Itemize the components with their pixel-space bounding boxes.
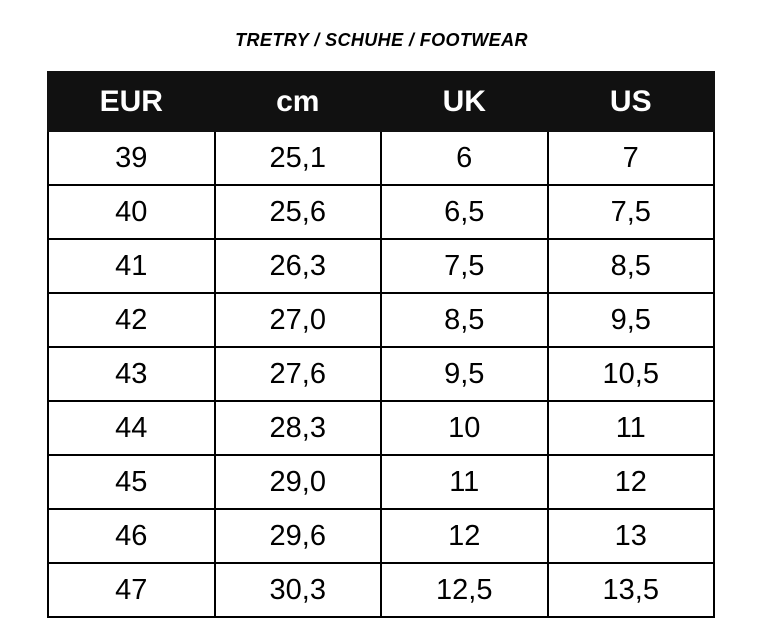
- cell-us: 10,5: [548, 347, 715, 401]
- cell-cm: 28,3: [215, 401, 382, 455]
- cell-us: 9,5: [548, 293, 715, 347]
- cell-uk: 12: [381, 509, 548, 563]
- cell-cm: 25,1: [215, 131, 382, 185]
- cell-cm: 25,6: [215, 185, 382, 239]
- shoe-size-table: [47, 71, 715, 618]
- cell-eur: 46: [48, 509, 215, 563]
- cell-uk: 10: [381, 401, 548, 455]
- cell-eur: 47: [48, 563, 215, 617]
- cell-us: 8,5: [548, 239, 715, 293]
- column-header-eur: EUR: [48, 72, 215, 131]
- cell-uk: 9,5: [381, 347, 548, 401]
- cell-eur: 44: [48, 401, 215, 455]
- table-row: [48, 509, 714, 563]
- table-row: [48, 563, 714, 617]
- cell-us: 13: [548, 509, 715, 563]
- cell-eur: 41: [48, 239, 215, 293]
- table-row: [48, 239, 714, 293]
- table-row: [48, 401, 714, 455]
- page-title: TRETRY / SCHUHE / FOOTWEAR: [235, 30, 528, 50]
- cell-cm: 29,0: [215, 455, 382, 509]
- cell-us: 7: [548, 131, 715, 185]
- table-row: [48, 347, 714, 401]
- cell-uk: 8,5: [381, 293, 548, 347]
- column-header-cm: cm: [215, 72, 382, 131]
- cell-eur: 43: [48, 347, 215, 401]
- cell-uk: 7,5: [381, 239, 548, 293]
- cell-cm: 30,3: [215, 563, 382, 617]
- cell-uk: 6: [381, 131, 548, 185]
- column-header-uk: UK: [381, 72, 548, 131]
- table-row: [48, 185, 714, 239]
- cell-eur: 39: [48, 131, 215, 185]
- size-table-container: [47, 71, 715, 618]
- cell-cm: 27,0: [215, 293, 382, 347]
- cell-eur: 40: [48, 185, 215, 239]
- table-body: [48, 131, 714, 617]
- cell-us: 13,5: [548, 563, 715, 617]
- table-header: [48, 72, 714, 131]
- cell-uk: 6,5: [381, 185, 548, 239]
- cell-cm: 29,6: [215, 509, 382, 563]
- cell-cm: 27,6: [215, 347, 382, 401]
- table-header-row: [48, 72, 714, 131]
- cell-uk: 11: [381, 455, 548, 509]
- table-row: [48, 455, 714, 509]
- cell-eur: 42: [48, 293, 215, 347]
- table-row: [48, 131, 714, 185]
- table-row: [48, 293, 714, 347]
- column-header-us: US: [548, 72, 715, 131]
- cell-uk: 12,5: [381, 563, 548, 617]
- cell-us: 11: [548, 401, 715, 455]
- cell-eur: 45: [48, 455, 215, 509]
- cell-us: 12: [548, 455, 715, 509]
- cell-us: 7,5: [548, 185, 715, 239]
- cell-cm: 26,3: [215, 239, 382, 293]
